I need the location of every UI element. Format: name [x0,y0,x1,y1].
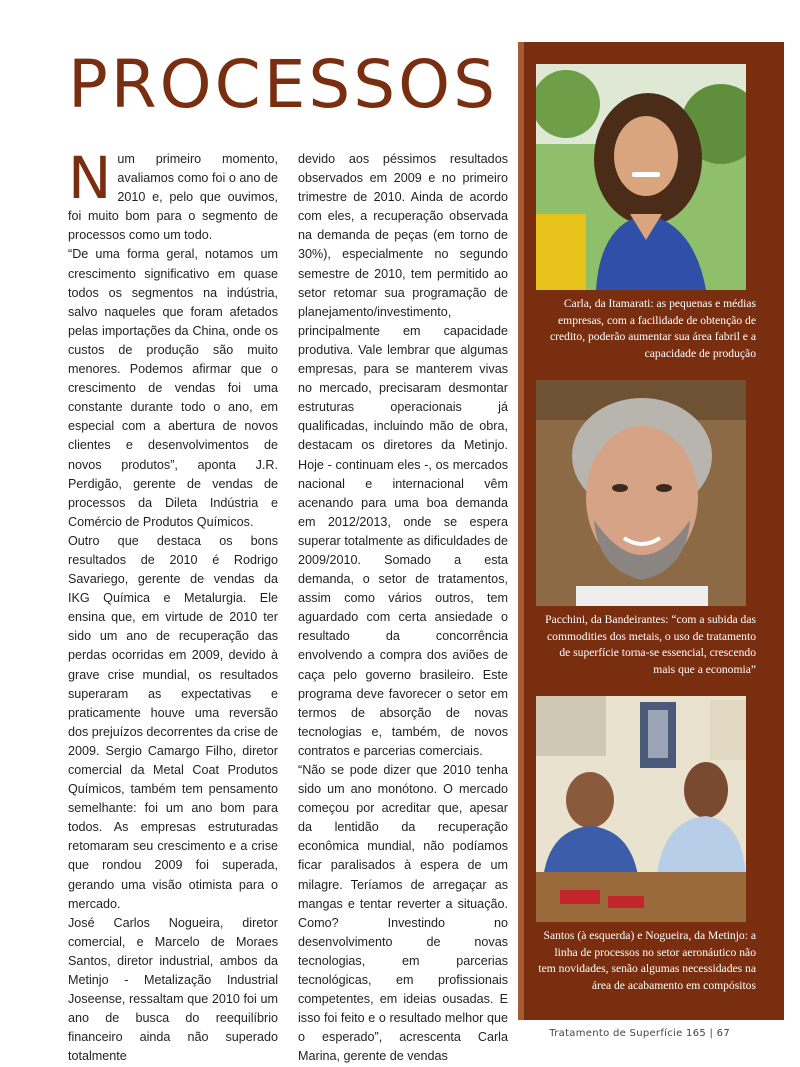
photo-caption: Pacchini, da Bandeirantes: “com a subida das commodities dos metais, o uso de tratamento de superfície torna-se essencial, crescendo mais que a economia” [545,613,756,676]
photo-pacchini [536,380,746,606]
paragraph: “Não se pode dizer que 2010 tenha sido um ano monótono. O mercado começou por acreditar que, apesar da lentidão da recuperação econômica mundial, não podíamos ficar paralisados à espera de um milagre. Teríamos de arregaçar as mangas e tentar reverter a situação. Como? Investindo no desenvolvimento de novas tecnologias, em parcerias tecnológicas, em profissionais competentes, em ideias ousadas. E isso foi feito e o resultado melhor que o esperado”, acrescenta Carla Marina, gerente de vendas [298,763,508,1064]
paragraph: Outro que destaca os bons resultados de 2010 é Rodrigo Savariego, gerente de vendas da IKG Química e Metalurgia. Ele ensina que, em virtude de 2010 ter sido um ano de recuperação das perdas ocorridas em 2009, devido à grave crise mundial, os resultados superaram as expectativas e praticamente houve uma reversão dos prejuízos decorrentes da crise de 2009. Sergio Camargo Filho, diretor comercial da Metal Coat Produtos Químicos, também tem pensamento semelhante: foi um ano bom para todos. As empresas estruturadas retomaram seu crescimento e a crise que rondou 2009 foi superada, gerando uma visão otimista para o mercado. [68,533,279,911]
paragraph: José Carlos Nogueira, diretor comercial, e Marcelo de Moraes Santos, diretor industrial, ambos da Metinjo - Metalização Industrial Joseense, ressaltam que 2010 foi um ano de busca do reequilíbrio financeiro ainda não superado totalmente [68,915,278,1064]
article-column-2 [298,150,508,1067]
paragraph: devido aos péssimos resultados observados em 2009 e no primeiro trimestre de 2010. Ainda de acordo com eles, a recuperação observada na demanda de peças (em torno de 30%), especialmente no segundo semestre de 2010, tem permitido ao setor retomar sua programação de planejamento/investimento, principalmente em capacidade produtiva. Vale lembrar que algumas empresas, para se manterem vivas no mercado, precisaram desmontar estruturas operacionais já qualificadas, incluindo mão de obra, destacam os diretores da Metinjo. Hoje - continuam eles -, os mercados nacional e internacional vêm acenando para uma boa demanda em 2012/2013, onde se espera superar totalmente as dificuldades de 2009/2010. Somado a esta demanda, o setor de tratamentos, assim como vários outros, tem aguardado com certa ansiedade o resultado da concorrência envolvendo a compra dos aviões de caça pelo governo brasileiro. Este programa deve favorecer o setor em termos de absorção de novas tecnologias e, também, de novos contratos e parcerias comerciais. [298,152,508,758]
photo-sidebar [518,42,784,1020]
page-title: PROCESSOS [68,46,499,123]
paragraph-text: um primeiro momento, avaliamos como foi o ano de 2010 e, pelo que ouvimos, foi muito bom para o segmento de processos como um todo. [68,152,278,243]
paragraph [68,144,278,245]
page-footer: Tratamento de Superfície 165 | 67 [549,1028,730,1039]
photo-santos-nogueira [536,696,746,922]
photo-caption: Carla, da Itamarati: as pequenas e médias empresas, com a facilidade de obtenção de credito, poderão aumentar sua área fabril e a capacidade de produção [550,297,756,360]
paragraph: “De uma forma geral, notamos um crescimento significativo em quase todos os segmentos na indústria, salvo naqueles que foram afetados pelas importações da China, onde os custos de produção são muito menores. Podemos afirmar que o crescimento de vendas foi uma constante durante todo o ano, em especial com a abertura de novos clientes e desenvolvimentos de novos produtos”, aponta J.R. Perdigão, gerente de vendas de processos da Dileta Indústria e Comércio de Produtos Químicos. [68,247,278,529]
photo-caption: Santos (à esquerda) e Nogueira, da Metinjo: a linha de processos no setor aeronáutico não tem novidades, senão algumas necessidades na área de acabamento em compósitos [538,929,756,992]
photo-carla [536,64,746,290]
sidebar-edge [518,42,524,1020]
drop-cap: N [68,144,112,212]
article-column-1 [68,144,279,1067]
